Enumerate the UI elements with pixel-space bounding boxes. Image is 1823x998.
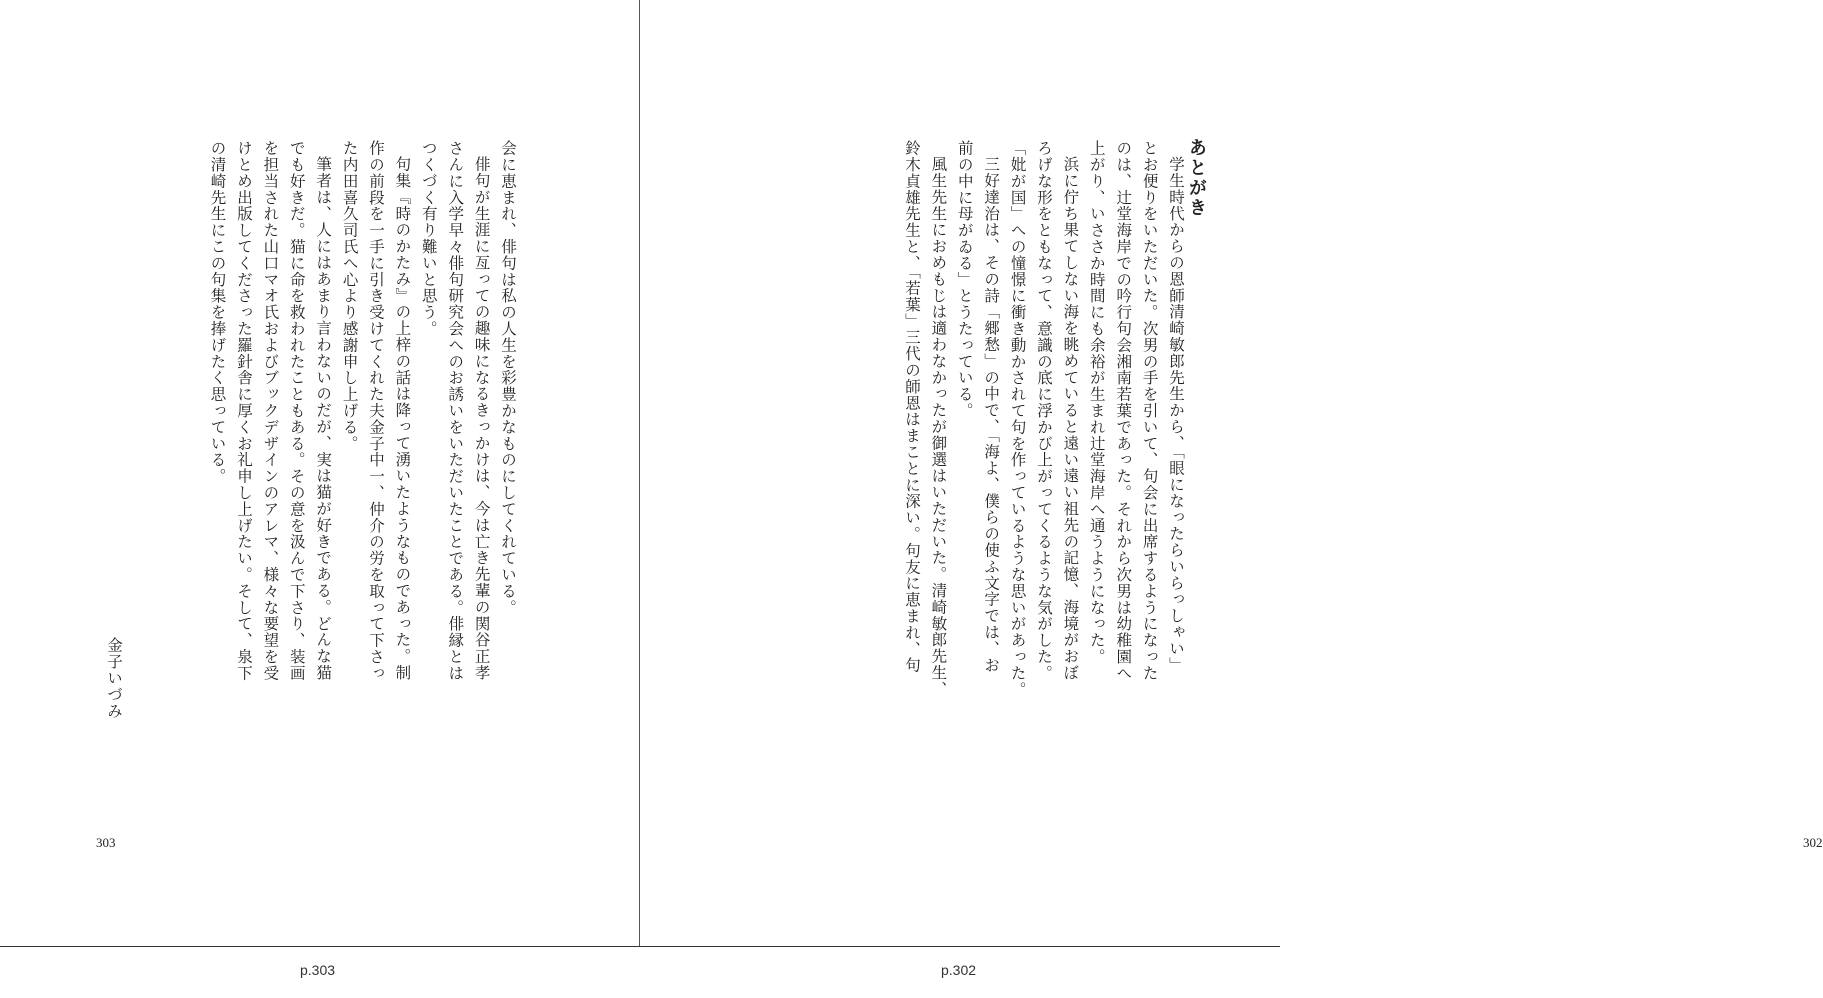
text-line: 前の中に母がゐる」とうたっている。 bbox=[955, 140, 974, 419]
text-line: 学生時代からの恩師清崎敏郎先生から、「眼になったらいらっしゃい」 bbox=[1167, 155, 1185, 673]
page-caption-right: p.302 bbox=[941, 962, 977, 978]
text-line: 浜に佇ち果てしない海を眺めていると遠い遠い祖先の記憶、海境がおぼ bbox=[1061, 155, 1080, 681]
right-page bbox=[640, 0, 1823, 946]
text-line: さんに入学早々俳句研究会へのお誘いをいただいたことである。俳縁とは bbox=[446, 140, 465, 682]
text-line: とお便りをいただいた。次男の手を引いて、句会に出席するようになった bbox=[1140, 140, 1159, 682]
text-line: 風生先生におめもじは適わなかったが御選はいただいた。清崎敏郎先生、 bbox=[929, 155, 948, 697]
text-line: た内田喜久司氏へ心より感謝申し上げる。 bbox=[340, 140, 359, 452]
text-line: 作の前段を一手に引き受けてくれた夫金子中一、仲介の労を取って下さっ bbox=[366, 140, 385, 682]
text-line: のは、辻堂海岸での吟行句会湘南若葉であった。それから次男は幼稚園へ bbox=[1114, 140, 1133, 682]
text-line: ろげな形をともなって、意識の底に浮かび上がってくるような気がした。 bbox=[1034, 140, 1053, 682]
text-line: でも好きだ。猫に命を救われたこともある。その意を汲んで下さり、装画 bbox=[287, 140, 306, 682]
left-page bbox=[0, 0, 639, 946]
text-line: 会に恵まれ、俳句は私の人生を彩豊かなものにしてくれている。 bbox=[499, 140, 517, 616]
left-page-body bbox=[204, 140, 521, 740]
page-heading: あとがき bbox=[1186, 138, 1207, 218]
text-line: 鈴木貞雄先生と、「若葉」三代の師恩はまことに深い。句友に恵まれ、句 bbox=[902, 140, 921, 674]
text-line: 句集『時のかたみ』の上梓の話は降って湧いたようなものであった。制 bbox=[393, 155, 412, 681]
page-number-left: 303 bbox=[96, 835, 116, 850]
page-caption-left: p.303 bbox=[300, 962, 336, 978]
right-page-body bbox=[899, 140, 1189, 740]
text-line: の清崎先生にこの句集を捧げたく思っている。 bbox=[208, 140, 227, 485]
text-line: を担当された山口マオ氏およびブックデザインのアレマ、様々な要望を受 bbox=[261, 140, 280, 682]
text-line: 「妣が国」への憧憬に衝き動かされて句を作っているような思いがあった。 bbox=[1008, 140, 1027, 698]
text-line: けとめ出版してくださった羅針舎に厚くお礼申し上げたい。そして、泉下 bbox=[234, 140, 253, 682]
text-line: 三好達治は、その詩「郷愁」の中で、「海よ、僕らの使ふ文字では、お bbox=[982, 155, 1001, 673]
text-line: 筆者は、人にはあまり言わないのだが、実は猫が好きである。どんな猫 bbox=[314, 155, 333, 681]
author-signature: 金子いづみ bbox=[105, 637, 123, 720]
text-line: 上がり、いささか時間にも余裕が生まれ辻堂海岸へ通うようになった。 bbox=[1087, 140, 1106, 665]
text-line: つくづく有り難いと思う。 bbox=[419, 140, 438, 337]
text-line: 俳句が生涯に亙っての趣味になるきっかけは、今は亡き先輩の関谷正孝 bbox=[472, 155, 491, 681]
page-number-right: 302 bbox=[1803, 835, 1823, 850]
